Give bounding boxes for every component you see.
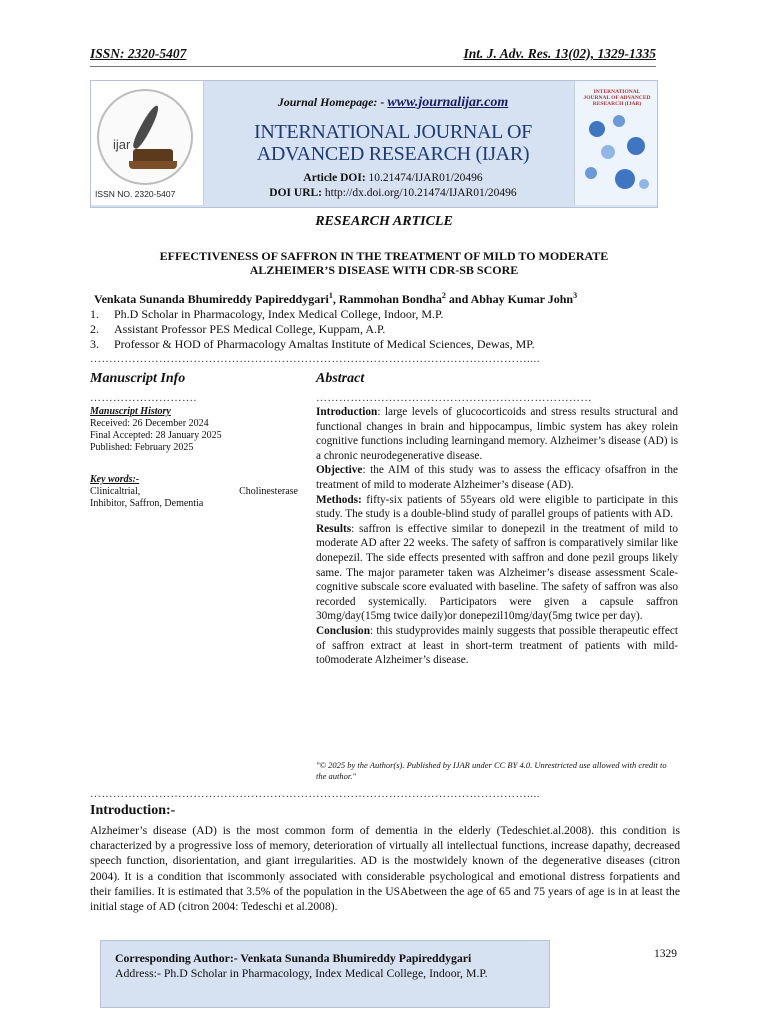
accepted-date: Final Accepted: 28 January 2025 [90,430,222,441]
abstract-methods [316,493,678,522]
affiliation-number: 2. [90,322,99,336]
journal-homepage [203,95,583,111]
cover-title: INTERNATIONAL JOURNAL OF ADVANCED RESEARCH (IJAR) [583,89,651,107]
logo-text: ijar [113,137,131,152]
paper-title-line1: EFFECTIVENESS OF SAFFRON IN THE TREATMENT OF MILD TO MODERATE [159,249,609,263]
molecule-icon [613,115,625,127]
affiliation-number: 1. [90,307,99,321]
manuscript-separator: ………………………. [90,392,197,404]
license-note: "© 2025 by the Author(s). Published by IJAR under CC BY 4.0. Unrestricted use allowed with credit to the author." [316,760,667,781]
doi-url-link[interactable]: http://dx.doi.org/10.21474/IJAR01/20496 [324,187,517,199]
doi-value: 10.21474/IJAR01/20496 [368,172,483,184]
molecule-icon [615,169,635,189]
journal-title-line2: ADVANCED RESEARCH (IJAR) [256,143,530,165]
molecule-icon [589,121,605,137]
journal-title-line1: INTERNATIONAL JOURNAL OF [254,121,532,143]
corresponding-author-box [100,940,550,1008]
received-date: Received: 26 December 2024 [90,418,209,429]
paper-title [100,249,668,277]
affiliation-number: 3. [90,337,99,351]
abstract-text: : saffron is effective similar to donepezil in the treatment of mild to moderate AD after 22 weeks. The safety of saffron is comparatively similar like donepezil. The side effects presented with saffron and done pezil groups likely same. The major parameter taken was Alzheimer’s disease assessment Scale-cognitive subscale score evaluated with baseline. The safety of saffron was also recorded systemically. Participators were given a capsule saffron 30mg/day(15mg twice daily)or donepezil10mg/day(5mg twice per day). [316,522,678,623]
keyword: Cholinesterase [239,486,298,497]
manuscript-history-heading: Manuscript History [90,406,171,417]
abstract-introduction [316,405,678,463]
abstract-results [316,522,678,624]
author-name: Rammohan Bondha [338,292,442,306]
molecule-icon [585,167,597,179]
doi-label: Article DOI: [303,172,366,184]
corresponding-name: Venkata Sunanda Bhumireddy Papireddygari [237,951,472,965]
logo-ring-icon [97,89,193,185]
keywords [90,474,298,510]
journal-cover-image [574,81,657,205]
paper-title-line2: ALZHEIMER’S DISEASE WITH CDR-SB SCORE [249,263,519,277]
affiliation-text: Assistant Professor PES Medical College, Kuppam, A.P. [114,322,386,336]
corresponding-label: Corresponding Author:- [115,951,238,965]
affiliation-item [90,322,385,337]
separator-dots: …………………………………………………………………………………………………….... [90,788,540,800]
corresponding-address: Address:- Ph.D Scholar in Pharmacology, Index Medical College, Indoor, M.P. [115,966,488,980]
abstract-label: Methods: [316,493,362,506]
manuscript-info-heading: Manuscript Info [90,371,186,386]
molecule-icon [639,179,649,189]
abstract-separator: ……………………………………………………………… [316,392,592,404]
page-number: 1329 [654,948,677,960]
abstract-text: : the AIM of this study was to assess the efficacy ofsaffron in the treatment of mild to moderate Alzheimer’s disease (AD). [316,464,678,491]
author-affiliation-mark: 2 [441,291,446,300]
abstract-body [316,405,678,668]
header-rule [90,66,656,67]
keyword: Inhibitor, Saffron, Dementia [90,498,204,509]
affiliation-item [90,307,443,322]
separator-dots: …………………………………………………………………………………………………….... [90,353,540,365]
affiliation-text: Professor & HOD of Pharmacology Amaltas Institute of Medical Sciences, Dewas, MP. [114,337,535,351]
author-name: Abhay Kumar John [470,292,574,306]
article-type: RESEARCH ARTICLE [315,214,453,229]
introduction-body: Alzheimer’s disease (AD) is the most common form of dementia in the elderly (Tedeschiet.al.2008). this condition is characterized by a progressive loss of memory, deterioration of virtually all intellectual functions, increase dapathy, decreased speech function, disorientation, and giant irregularities. AD is the mostwidely known of the degenerative diseases (citron 2004). It is a condition that iscommonly associated with considerable psychological and emotional distress forpatients and their families. It is estimated that 3.5% of the population in the USAbetween the age of 65 and 75 years of age is in at least the initial stage of AD (citron 2004: Tedeschi et al.2008). [90,824,680,914]
abstract-text: fifty-six patients of 55years old were eligible to participate in this study. The study is a double-blind study of parallel groups of patients with AD. [316,493,678,521]
molecule-icon [601,145,615,159]
introduction-heading: Introduction:- [90,803,176,818]
journal-title [203,121,583,165]
abstract-label: Conclusion [316,624,370,637]
affiliation-item [90,337,535,352]
header-issn: ISSN: 2320-5407 [90,46,187,61]
book-base-icon [129,161,177,169]
abstract-text: : this studyprovides mainly suggests that possible therapeutic effect of saffron extract at least in short-term treatment of patients with mild-to0moderate Alzheimer’s disease. [316,624,678,667]
homepage-label: Journal Homepage: - [277,95,385,109]
abstract-conclusion [316,624,678,668]
abstract-heading: Abstract [316,371,365,386]
header-citation: Int. J. Adv. Res. 13(02), 1329-1335 [463,46,656,61]
author-name: Venkata Sunanda Bhumireddy Papireddygari [94,292,329,306]
author-affiliation-mark: 1 [328,291,333,300]
author-separator: , [332,292,339,306]
quill-icon [130,103,161,150]
doi-block [203,171,583,201]
published-date: Published: February 2025 [90,442,194,453]
author-separator: and [445,292,471,306]
keyword: Clinicaltrial, [90,486,141,497]
homepage-link[interactable]: www.journalijar.com [387,95,509,110]
abstract-label: Objective [316,464,363,477]
doi-url-label: DOI URL: [269,187,323,199]
abstract-label: Introduction [316,406,378,418]
keywords-heading: Key words:- [90,474,140,485]
author-list [94,291,577,307]
journal-logo [91,81,204,205]
abstract-label: Results [316,522,352,535]
logo-issn: ISSN NO. 2320-5407 [95,189,176,199]
journal-banner [90,80,658,208]
molecule-icon [627,137,645,155]
abstract-text: : large levels of glucocorticoids and stress results structural and functional changes in brain and hippocampus, limbic system has akey rolein cognitive functions including learningand memory. Alzheimer’s disease (AD) is a chronic neurodegenerative disease. [316,406,678,462]
manuscript-history [90,406,298,454]
author-affiliation-mark: 3 [573,291,578,300]
abstract-objective [316,463,678,492]
affiliation-text: Ph.D Scholar in Pharmacology, Index Medical College, Indoor, M.P. [114,307,444,321]
